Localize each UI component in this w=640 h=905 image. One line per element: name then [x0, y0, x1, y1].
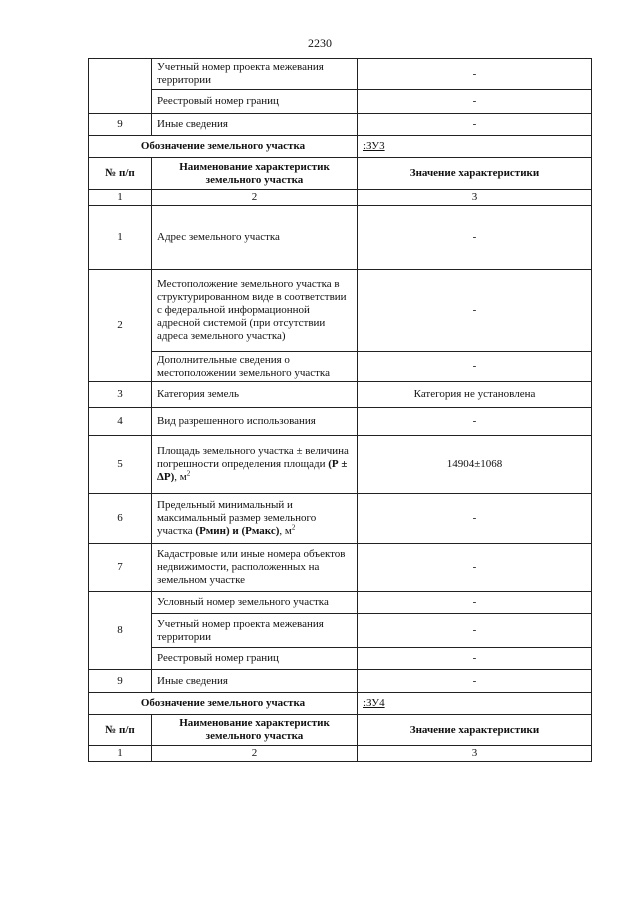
characteristic-label: Кадастровые или иные номера объектов недвижимости, расположенных на земельном участке	[152, 544, 358, 592]
plot-designation-row	[89, 136, 592, 158]
plot-designation-code: :ЗУ3	[363, 140, 385, 152]
table-row	[89, 59, 592, 90]
table-header-row	[89, 158, 592, 190]
plot-designation-value	[358, 136, 592, 158]
label-unit: , м	[279, 525, 292, 537]
plot-designation-row	[89, 693, 592, 715]
table-row	[89, 648, 592, 670]
characteristic-label: Условный номер земельного участка	[152, 592, 358, 614]
plot-designation-label: Обозначение земельного участка	[89, 693, 358, 715]
column-number: 1	[89, 746, 152, 762]
characteristic-label: Реестровый номер границ	[152, 90, 358, 114]
characteristic-label: Вид разрешенного использования	[152, 408, 358, 436]
column-number-row	[89, 190, 592, 206]
characteristic-label: Учетный номер проекта межевания территории	[152, 59, 358, 90]
characteristic-value: Категория не установлена	[358, 382, 592, 408]
characteristic-value: -	[358, 544, 592, 592]
label-unit-power: 2	[291, 523, 296, 532]
page-number: 2230	[308, 36, 332, 50]
characteristic-value: -	[358, 670, 592, 693]
characteristic-label: Местоположение земельного участка в структурированном виде в соответствии с федеральной информационной адресной системой (при отсутствии адреса земельного участка)	[152, 270, 358, 352]
header-characteristic-name: Наименование характеристик земельного участка	[152, 715, 358, 746]
row-number-cell: 8	[89, 592, 152, 670]
table-row	[89, 114, 592, 136]
characteristic-value: -	[358, 614, 592, 648]
table-row	[89, 408, 592, 436]
plot-designation-code: :ЗУ4	[363, 697, 385, 709]
plot-designation-value	[358, 693, 592, 715]
characteristic-label: Адрес земельного участка	[152, 206, 358, 270]
row-number-cell: 7	[89, 544, 152, 592]
plot-designation-label: Обозначение земельного участка	[89, 136, 358, 158]
characteristic-value: -	[358, 114, 592, 136]
row-number-cell: 4	[89, 408, 152, 436]
table-row	[89, 270, 592, 352]
table-row	[89, 592, 592, 614]
characteristic-label	[152, 494, 358, 544]
characteristic-value: -	[358, 408, 592, 436]
label-text: Предельный минимальный и максимальный размер земельного участка	[157, 499, 317, 537]
characteristic-value: -	[358, 592, 592, 614]
column-number-row	[89, 746, 592, 762]
characteristic-label	[152, 436, 358, 494]
table-row	[89, 382, 592, 408]
row-number-cell: 3	[89, 382, 152, 408]
table-row	[89, 494, 592, 544]
header-characteristic-value: Значение характеристики	[358, 158, 592, 190]
table-header-row	[89, 715, 592, 746]
table-row	[89, 670, 592, 693]
table-row	[89, 614, 592, 648]
table-row	[89, 544, 592, 592]
row-number-cell: 9	[89, 114, 152, 136]
header-characteristic-name: Наименование характеристик земельного участка	[152, 158, 358, 190]
row-number-cell: 9	[89, 670, 152, 693]
table-row	[89, 90, 592, 114]
column-number: 2	[152, 746, 358, 762]
table-row	[89, 206, 592, 270]
table-row	[89, 352, 592, 382]
row-number-cell: 2	[89, 270, 152, 382]
characteristic-value: -	[358, 648, 592, 670]
land-plot-table-container	[88, 58, 591, 762]
characteristic-label: Реестровый номер границ	[152, 648, 358, 670]
row-number-cell	[89, 59, 152, 114]
label-unit-power: 2	[186, 469, 191, 478]
column-number: 3	[358, 746, 592, 762]
characteristic-label: Иные сведения	[152, 114, 358, 136]
characteristic-label: Иные сведения	[152, 670, 358, 693]
characteristic-value: 14904±1068	[358, 436, 592, 494]
characteristic-label: Категория земель	[152, 382, 358, 408]
characteristic-value: -	[358, 90, 592, 114]
characteristic-value: -	[358, 352, 592, 382]
column-number: 2	[152, 190, 358, 206]
header-number: № п/п	[89, 158, 152, 190]
characteristic-label: Учетный номер проекта межевания территории	[152, 614, 358, 648]
row-number-cell: 1	[89, 206, 152, 270]
header-characteristic-value: Значение характеристики	[358, 715, 592, 746]
characteristic-value: -	[358, 494, 592, 544]
table-row	[89, 436, 592, 494]
land-plot-table	[88, 58, 592, 762]
column-number: 3	[358, 190, 592, 206]
characteristic-value: -	[358, 206, 592, 270]
label-formula: (Рмин) и (Рмакс)	[195, 525, 280, 537]
label-formula: (Р ± ΔР)	[157, 458, 348, 483]
characteristic-label: Дополнительные сведения о местоположении земельного участка	[152, 352, 358, 382]
row-number-cell: 5	[89, 436, 152, 494]
header-number: № п/п	[89, 715, 152, 746]
characteristic-value: -	[358, 270, 592, 352]
characteristic-value: -	[358, 59, 592, 90]
column-number: 1	[89, 190, 152, 206]
row-number-cell: 6	[89, 494, 152, 544]
label-unit: , м	[174, 471, 187, 483]
label-text: Площадь земельного участка ± величина погрешности определения площади	[157, 445, 349, 470]
